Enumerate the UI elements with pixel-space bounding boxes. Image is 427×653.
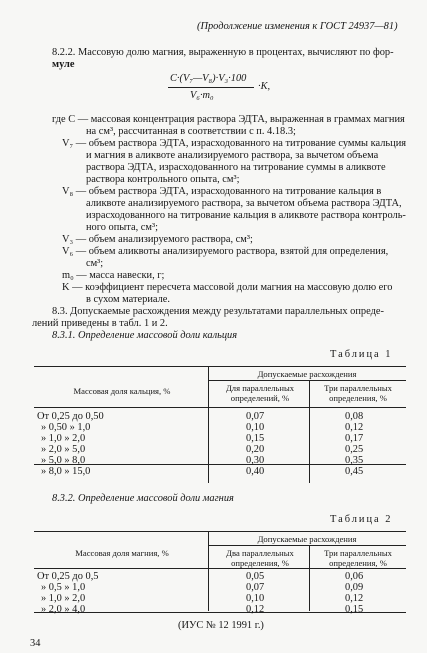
footer-note: (ИУС № 12 1991 г.): [178, 620, 264, 631]
table1-value-a: 0,30: [246, 455, 265, 466]
table1-row-range: » 8,0 » 15,0: [41, 466, 91, 477]
definition-line: V₇ — объем раствора ЭДТА, израсходованного на титрование суммы кальция: [62, 138, 407, 149]
table2-row-range: » 0,5 » 1,0: [41, 582, 86, 593]
definition-line: где C — массовая концентрация раствора ЭДТА, выраженная в граммах магния: [52, 114, 405, 125]
definition-line: раствора ЭДТА, израсходованного на титрование суммы в аликвоте: [86, 162, 386, 173]
definition-line: раствора контрольного опыта, см³;: [86, 174, 240, 185]
section-8-3-2-title: 8.3.2. Определение массовой доли магния: [52, 493, 234, 504]
table2-caption: Таблица 2: [330, 514, 393, 525]
table1-col-divider-ext: [309, 463, 310, 483]
table1-row-range: От 0,25 до 0,50: [37, 411, 104, 422]
table2-value-b: 0,15: [345, 604, 364, 615]
definition-line: V₆ — объем аликвоты анализируемого раствора, взятой для определения,: [62, 246, 389, 257]
page-header: (Продолжение изменения к ГОСТ 24937—81): [197, 21, 398, 32]
definition-line: израсходованного на титрование кальция в аликвоте раствора контроль-: [86, 210, 406, 221]
table1-value-b: 0,12: [345, 422, 364, 433]
table1-value-b: 0,25: [345, 444, 364, 455]
table2-value-b: 0,09: [345, 582, 364, 593]
table1-row-range: » 2,0 » 5,0: [41, 444, 86, 455]
table2-row-range: » 2,0 » 4,0: [41, 604, 86, 615]
paragraph-8-2-2-line2: муле: [52, 59, 75, 70]
table2-subheader-divider: [208, 545, 406, 546]
formula-factor: ·K,: [258, 81, 271, 92]
formula-denominator: V₆·m₀: [190, 90, 214, 101]
table2-value-a: 0,05: [246, 571, 265, 582]
definition-line: и магния в аликвоте анализируемого раствора, за вычетом объема: [86, 150, 379, 161]
paragraph-8-2-2-line1: 8.2.2. Массовую долю магния, выраженную в процентах, вычисляют по фор-: [52, 47, 394, 58]
table1-value-b: 0,17: [345, 433, 364, 444]
formula-numerator: C·(V₇—V₈)·V₃·100: [170, 73, 247, 84]
table2-col-divider: [309, 545, 310, 611]
formula: [150, 73, 270, 113]
table2-col-header: Массовая доля магния, %: [75, 548, 169, 558]
table2-value-b: 0,12: [345, 593, 364, 604]
table2-subheader-2: Три параллельных определения, %: [324, 548, 392, 568]
table2-value-a: 0,10: [246, 593, 265, 604]
table1-value-b: 0,08: [345, 411, 364, 422]
table2-row-range: От 0,25 до 0,5: [37, 571, 99, 582]
page-number: 34: [30, 638, 41, 649]
table2-group-header: Допускаемые расхождения: [257, 534, 357, 544]
table2-col-divider: [208, 531, 209, 611]
table2-value-b: 0,06: [345, 571, 364, 582]
definition-line: K — коэффициент пересчета массовой доли магния на массовую долю его: [62, 282, 393, 293]
definition-line: V₈ — объем раствора ЭДТА, израсходованного на титрование кальция в: [62, 186, 382, 197]
definition-line: ного опыта, см³;: [86, 222, 158, 233]
table1-header-divider: [34, 407, 406, 408]
formula-fraction-bar: [168, 87, 254, 88]
table1-row-range: » 1,0 » 2,0: [41, 433, 86, 444]
table1-subheader-1: Для параллельных определений, %: [225, 383, 295, 403]
table1-row-range: » 5,0 » 8,0: [41, 455, 86, 466]
table1-subheader-2: Три параллельных определения, %: [324, 383, 392, 403]
section-8-3-1-title: 8.3.1. Определение массовой доли кальция: [52, 330, 238, 341]
table2-row-range: » 1,0 » 2,0: [41, 593, 86, 604]
table2-subheader-1: Два параллельных определения, %: [226, 548, 294, 568]
definition-line: аликвоте анализируемого раствора, за вычетом объема раствора ЭДТА,: [86, 198, 402, 209]
definition-line: в сухом материале.: [86, 294, 170, 305]
table1-col-header: Массовая доля кальция, %: [73, 386, 171, 396]
paragraph-8-3-line1: 8.3. Допускаемые расхождения между результатами параллельных опреде-: [52, 306, 384, 317]
definition-line: m₀ — масса навески, г;: [62, 270, 165, 281]
table2-header-divider: [34, 568, 406, 569]
table1-group-header: Допускаемые расхождения: [257, 369, 357, 379]
table2-value-a: 0,12: [246, 604, 265, 615]
table1-value-b: 0,35: [345, 455, 364, 466]
table1-value-a: 0,10: [246, 422, 265, 433]
table1-value-a: 0,07: [246, 411, 265, 422]
table1-value-a: 0,15: [246, 433, 265, 444]
table1-value-a: 0,40: [246, 466, 265, 477]
table1-caption: Таблица 1: [330, 349, 393, 360]
table1-value-b: 0,45: [345, 466, 364, 477]
table1-col-divider: [309, 380, 310, 463]
definition-line: на см³, рассчитанная в соответствии с п. 4.18.3;: [86, 126, 296, 137]
definition-line: см³;: [86, 258, 104, 269]
table1-subheader-divider: [208, 380, 406, 381]
definition-line: V₃ — объем анализируемого раствора, см³;: [62, 234, 253, 245]
paragraph-8-3-line2: лений приведены в табл. 1 и 2.: [32, 318, 168, 329]
table1-row-range: » 0,50 » 1,0: [41, 422, 91, 433]
table1-value-a: 0,20: [246, 444, 265, 455]
table2-value-a: 0,07: [246, 582, 265, 593]
table1-col-divider-ext: [208, 463, 209, 483]
